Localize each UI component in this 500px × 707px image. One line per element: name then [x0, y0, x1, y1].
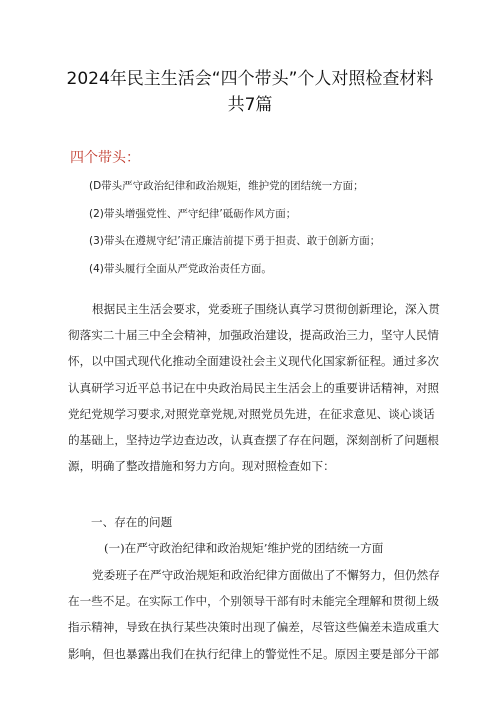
title-line-2: 共7篇 — [227, 95, 273, 115]
paragraph-line: 的基础上，坚持边学边查边改，认真查摆了存在问题，深刻剖析了问题根 — [68, 433, 440, 448]
paragraph-line: 彻落实二十届三中全会精神，加强政治建设，提高政治三力，坚守人民情 — [68, 328, 440, 343]
paragraph-line: 怀，以中国式现代化推动全面建设社会主义现代化国家新征程。通过多次 — [68, 354, 440, 369]
section-heading: 一、存在的问题 — [91, 515, 173, 529]
paragraph-line: 指示精神，导致在执行某些决策时出现了偏差，尽管这些偏差未造成重大 — [68, 620, 440, 635]
title-line-1: 2024年民主生活会“四个带头”个人对照检查材料 — [66, 69, 434, 89]
four-leads-heading: 四个带头： — [70, 150, 140, 166]
list-item: (2)带头增强党性、严守纪律’砥砺作风方面； — [89, 207, 297, 220]
list-item: (3)带头在遵规守纪’清正廉洁前提下勇于担责、敢于创新方面； — [89, 235, 381, 247]
body-paragraph — [68, 562, 440, 667]
four-leads-list — [89, 173, 469, 283]
paragraph-line: 认真研学习近平总书记在中央政治局民主生活会上的重要讲话精神，对照 — [68, 380, 440, 395]
paragraph-line: 源，明确了整改措施和努力方向。现对照检查如下： — [68, 459, 335, 474]
list-item: (D带头严守政治纪律和政治规矩，维护党的团结统一方面； — [89, 180, 364, 192]
subsection-heading: (一)在严守政治纪律和政治规矩’维护党的团结统一方面 — [104, 541, 384, 555]
paragraph-line: 党纪党规学习要求,对照党章党规,对照党员先进，在征求意见、谈心谈话 — [68, 406, 435, 421]
list-item: (4)带头履行全面从严党政治责任方面。 — [89, 262, 272, 275]
paragraph-line: 在一些不足。在实际工作中，个别领导干部有时未能完全理解和贯彻上级 — [68, 594, 440, 609]
intro-paragraph — [68, 296, 440, 479]
document-title — [40, 66, 460, 118]
paragraph-line: 党委班子在严守政治规矩和政治纪律方面做出了不懈努力，但仍然存 — [92, 568, 440, 582]
paragraph-line: 根据民主生活会要求，党委班子围绕认真学习贯彻创新理论，深入贯 — [92, 302, 440, 316]
paragraph-line: 影响，但也暴露出我们在执行纪律上的警觉性不足。原因主要是部分干部 — [68, 646, 440, 661]
